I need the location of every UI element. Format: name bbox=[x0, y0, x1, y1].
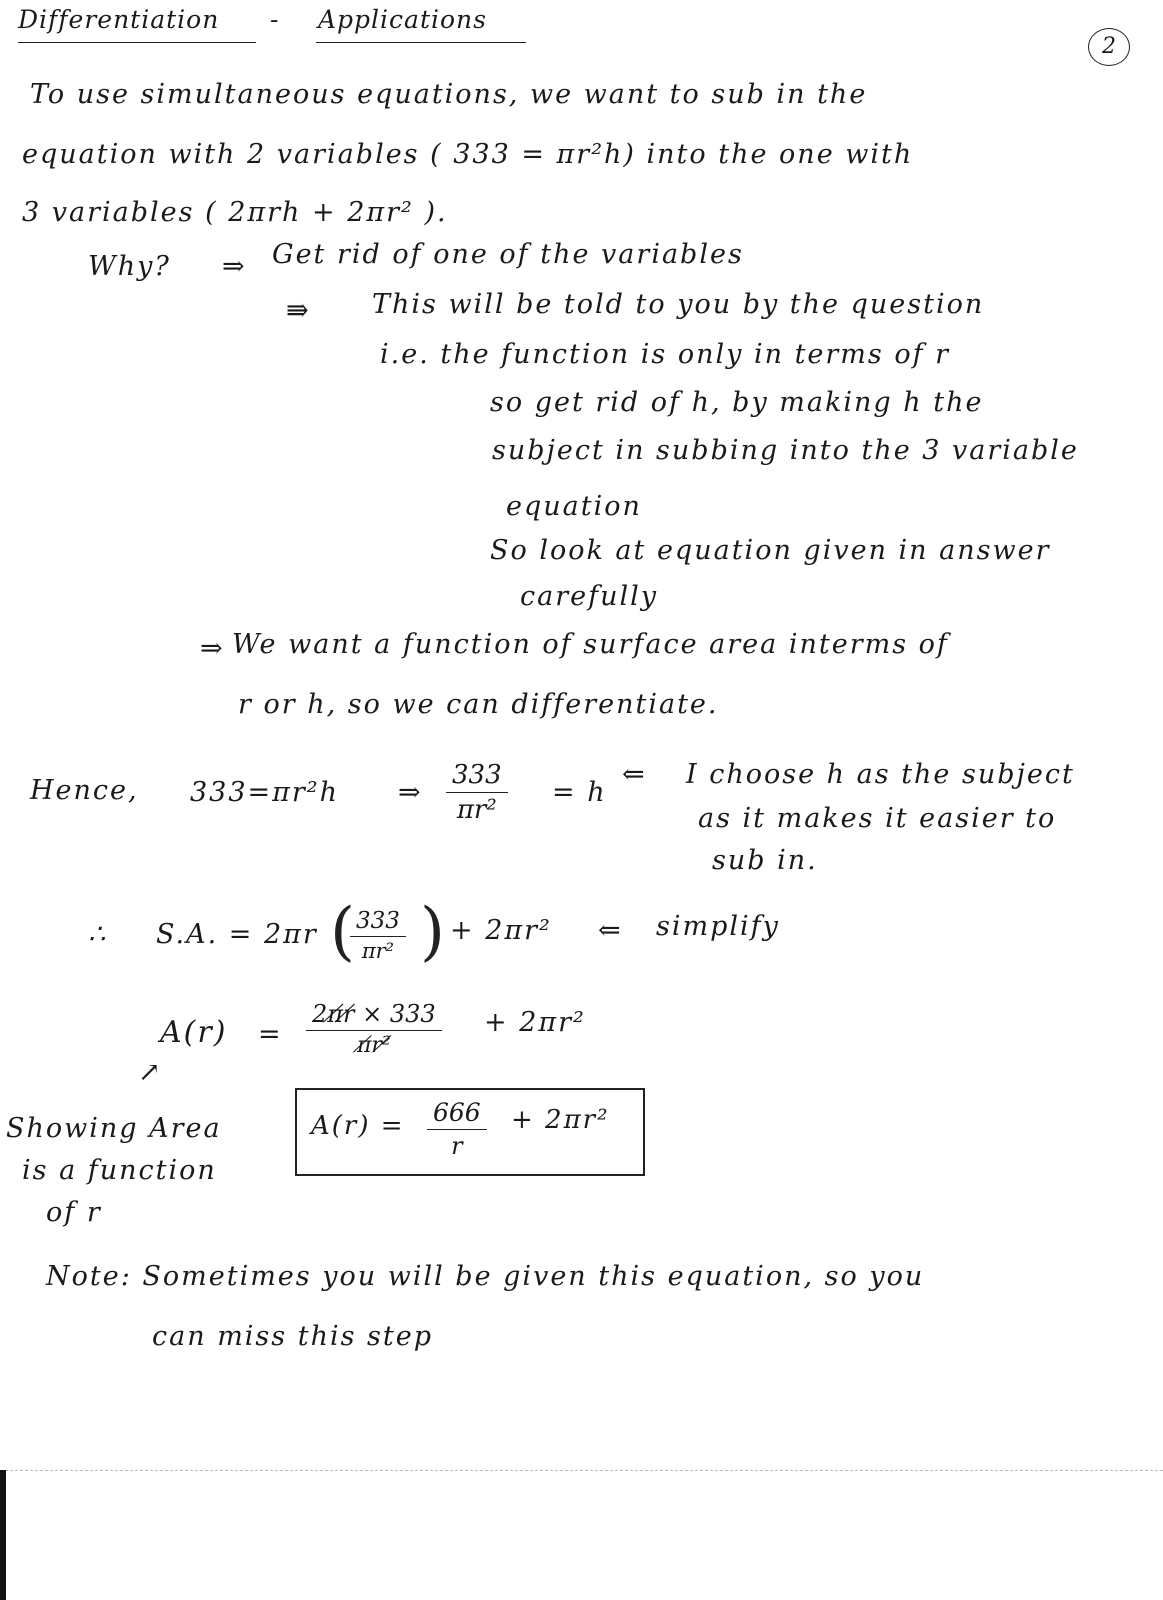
therefore-note-simplify: simplify bbox=[656, 911, 780, 942]
why-reason-1: Get rid of one of the variables bbox=[272, 239, 744, 270]
final-answer-box bbox=[295, 1088, 645, 1176]
hence-fraction bbox=[446, 760, 508, 825]
hence-equals-h: = h bbox=[552, 777, 607, 808]
footer-note-line-1: Note: Sometimes you will be given this equation, so you bbox=[46, 1261, 925, 1292]
therefore-lhs: S.A. = 2πr bbox=[156, 919, 318, 950]
why-reason-2-line-6: So look at equation given in answer bbox=[490, 535, 1051, 566]
why-reason-2-line-2: i.e. the function is only in terms of r bbox=[380, 339, 951, 370]
open-paren: ( bbox=[330, 895, 355, 969]
title-underline-left bbox=[18, 42, 256, 43]
intro-line-3: 3 variables ( 2πrh + 2πr² ). bbox=[22, 197, 448, 228]
side-note-line-3: of r bbox=[46, 1197, 102, 1228]
therefore-fraction-denominator: πr² bbox=[361, 939, 395, 963]
side-note-line-1: Showing Area bbox=[6, 1113, 222, 1144]
hence-label: Hence, bbox=[30, 775, 139, 806]
intro-line-2: equation with 2 variables ( 333 = πr²h) into the one with bbox=[22, 139, 914, 170]
side-note-line-2: is a function bbox=[22, 1155, 217, 1186]
why-reason-2-line-5: equation bbox=[506, 491, 642, 522]
why-reason-2-line-3: so get rid of h, by making h the bbox=[490, 387, 984, 418]
hence-fraction-denominator: πr² bbox=[456, 795, 497, 825]
area-step-rhs: + 2πr² bbox=[484, 1007, 586, 1038]
therefore-fraction bbox=[350, 908, 406, 963]
area-step-fraction bbox=[306, 1000, 442, 1058]
why-arrow-3: ⇒ bbox=[200, 633, 225, 664]
footer-note-line-2: can miss this step bbox=[152, 1321, 434, 1352]
hence-left-arrow: ⇐ bbox=[622, 759, 647, 790]
hence-note-line-3: sub in. bbox=[712, 845, 818, 876]
area-step-equals: = bbox=[258, 1019, 283, 1050]
why-reason-2-line-4: subject in subbing into the 3 variable bbox=[492, 435, 1079, 466]
title-dash: - bbox=[270, 5, 280, 34]
why-label: Why? bbox=[88, 251, 171, 282]
therefore-left-arrow: ⇐ bbox=[598, 915, 623, 946]
hence-fraction-numerator: 333 bbox=[446, 760, 508, 793]
therefore-rhs: + 2πr² bbox=[450, 915, 552, 946]
area-step-fraction-numerator: 2π̸r̸ × 333 bbox=[306, 1000, 442, 1031]
scan-left-bar bbox=[0, 1470, 6, 1600]
why-arrow-2: ⇛ bbox=[286, 295, 311, 326]
why-reason-3-line-1: We want a function of surface area interms of bbox=[232, 629, 949, 660]
hence-equation: 333=πr²h bbox=[190, 777, 340, 808]
title-differentiation: Differentiation bbox=[18, 5, 220, 34]
intro-line-1: To use simultaneous equations, we want to sub in the bbox=[30, 79, 868, 110]
final-fraction-denominator: r bbox=[451, 1132, 463, 1160]
final-rhs: + 2πr² bbox=[511, 1105, 610, 1135]
page-number-badge: 2 bbox=[1088, 28, 1130, 66]
side-note-arrow: ↗ bbox=[138, 1057, 163, 1088]
why-reason-3-line-2: r or h, so we can differentiate. bbox=[238, 689, 719, 720]
hence-note-line-1: I choose h as the subject bbox=[686, 759, 1075, 790]
scan-bottom-rule bbox=[0, 1470, 1163, 1471]
final-fraction-numerator: 666 bbox=[427, 1098, 487, 1130]
title-underline-right bbox=[316, 42, 526, 43]
area-step-lhs: A(r) bbox=[160, 1015, 228, 1050]
final-lhs: A(r) = bbox=[311, 1111, 405, 1141]
final-fraction bbox=[427, 1098, 487, 1160]
why-arrow-1: ⇒ bbox=[222, 251, 247, 282]
therefore-fraction-numerator: 333 bbox=[350, 908, 406, 937]
why-reason-2-line-7: carefully bbox=[520, 581, 659, 612]
therefore-symbol: ∴ bbox=[88, 919, 108, 950]
hence-implies-arrow: ⇒ bbox=[398, 777, 423, 808]
hence-note-line-2: as it makes it easier to bbox=[698, 803, 1057, 834]
area-step-fraction-denominator: π̸r²̸ bbox=[356, 1033, 391, 1058]
title-applications: Applications bbox=[318, 5, 487, 34]
why-reason-2-line-1: This will be told to you by the question bbox=[372, 289, 985, 320]
close-paren: ) bbox=[420, 895, 445, 969]
